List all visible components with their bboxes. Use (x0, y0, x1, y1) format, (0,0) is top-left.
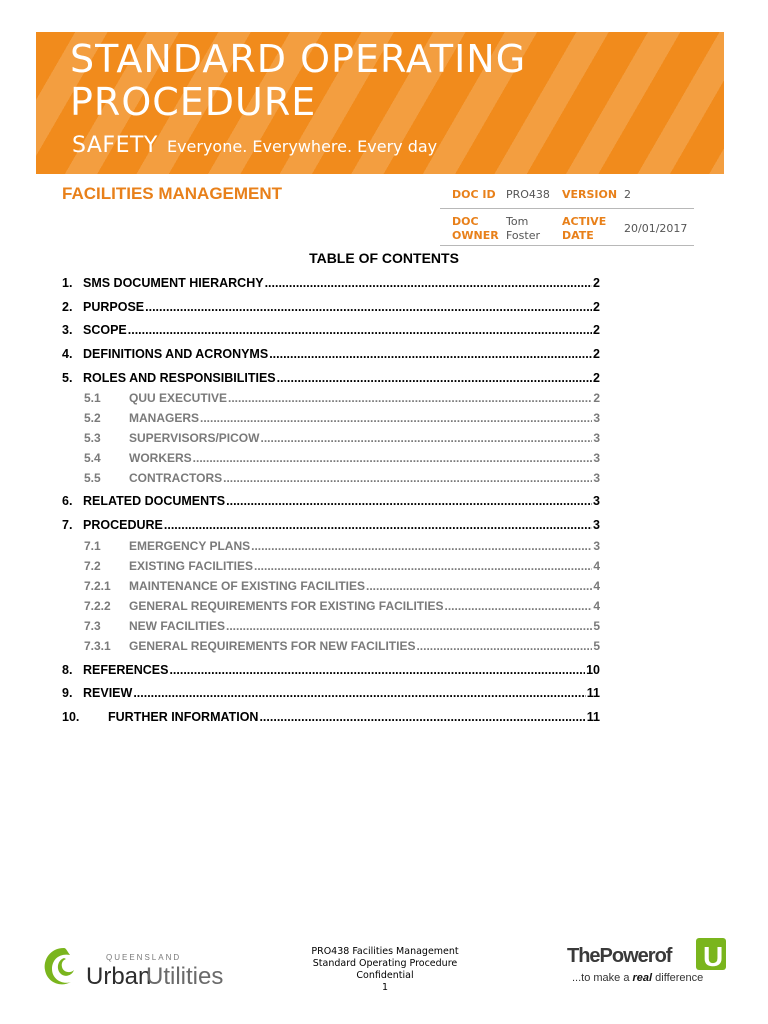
document-title: FACILITIES MANAGEMENT (62, 184, 283, 203)
toc-leader-dots (133, 685, 585, 701)
toc-entry-label: DEFINITIONS AND ACRONYMS (83, 347, 269, 361)
toc-leader-dots (277, 370, 592, 386)
title-line-1: STANDARD OPERATING (70, 37, 527, 81)
toc-subentry[interactable] (84, 410, 600, 426)
toc-entry-page: 3 (593, 518, 600, 532)
toc-entry-label: SUPERVISORS/PICOW (129, 431, 260, 445)
toc-leader-dots (145, 299, 592, 315)
toc-entry-page: 3 (593, 431, 600, 445)
toc-entry-page: 5 (593, 639, 600, 653)
toc-entry-number: 5.2 (84, 411, 101, 425)
toc-entry-page: 3 (593, 411, 600, 425)
toc-entry-number: 7.2 (84, 559, 101, 573)
toc-entry-page: 2 (593, 391, 600, 405)
toc-leader-dots (251, 538, 592, 554)
toc-entry-label: SMS DOCUMENT HIERARCHY (83, 276, 264, 290)
meta-row-owner-date (440, 209, 694, 246)
toc-entry-label: PURPOSE (83, 300, 145, 314)
toc-entry[interactable] (62, 685, 600, 701)
active-date-label-2: DATE (562, 229, 594, 242)
power-of-u-letter: U (703, 941, 724, 972)
toc-leader-dots (269, 346, 592, 362)
toc-entry[interactable] (62, 662, 600, 678)
toc-entry[interactable] (62, 709, 600, 725)
toc-leader-dots (444, 598, 592, 614)
toc-entry-number: 7.3 (84, 619, 101, 633)
toc-entry-label: REFERENCES (83, 663, 169, 677)
toc-entry[interactable] (62, 322, 600, 338)
toc-entry[interactable] (62, 346, 600, 362)
toc-leader-dots (193, 450, 593, 466)
toc-leader-dots (416, 638, 592, 654)
toc-subentry[interactable] (84, 430, 600, 446)
power-of-u-wordmark-icon (566, 936, 730, 972)
version-label: VERSION (562, 188, 618, 201)
toc-leader-dots (128, 322, 592, 338)
toc-entry-number: 7.3.1 (84, 639, 111, 653)
tagline-emphasis: real (632, 972, 653, 984)
toc-entry-label: MANAGERS (129, 411, 200, 425)
toc-entry-label: GENERAL REQUIREMENTS FOR NEW FACILITIES (129, 639, 416, 653)
doc-id-value: PRO438 (506, 188, 550, 201)
toc-leader-dots (366, 578, 592, 594)
toc-subentry[interactable] (84, 638, 600, 654)
toc-entry-label: MAINTENANCE OF EXISTING FACILITIES (129, 579, 366, 593)
toc-subentry[interactable] (84, 598, 600, 614)
toc-entry-number: 10. (62, 710, 80, 724)
toc-leader-dots (265, 275, 592, 291)
toc-subentry[interactable] (84, 450, 600, 466)
toc-entry-label: PROCEDURE (83, 518, 163, 532)
toc-entry-page: 3 (593, 539, 600, 553)
logo-urban-text: Urban (86, 963, 152, 990)
toc-entry-page: 2 (593, 323, 600, 337)
toc-entry-label: WORKERS (129, 451, 192, 465)
toc-entry-page: 11 (586, 686, 600, 700)
meta-row-id-version (440, 182, 694, 209)
toc-entry-label: EMERGENCY PLANS (129, 539, 251, 553)
tagline-pre: ...to make a (572, 972, 633, 984)
toc-entry-number: 5.3 (84, 431, 101, 445)
toc-entry-number: 7.2.2 (84, 599, 111, 613)
toc-subentry[interactable] (84, 578, 600, 594)
toc-entry-number: 4. (62, 347, 73, 361)
toc-leader-dots (164, 517, 592, 533)
toc-leader-dots (169, 662, 585, 678)
power-of-text: ThePowerof (567, 945, 672, 967)
header-banner (36, 32, 724, 174)
toc-subentry[interactable] (84, 470, 600, 486)
document-type-title (70, 38, 710, 124)
toc-entry-number: 2. (62, 300, 73, 314)
toc-entry-number: 7. (62, 518, 73, 532)
toc-entry[interactable] (62, 517, 600, 533)
logo-utilities-text: Utilities (146, 963, 224, 990)
toc-entry-number: 7.1 (84, 539, 101, 553)
doc-owner-label-2: OWNER (452, 229, 499, 242)
toc-leader-dots (228, 390, 592, 406)
toc-subentry[interactable] (84, 558, 600, 574)
footer-line-1: PRO438 Facilities Management (311, 946, 459, 957)
toc-subentry[interactable] (84, 618, 600, 634)
toc-leader-dots (226, 618, 592, 634)
toc-entry-label: SCOPE (83, 323, 127, 337)
toc-entry-number: 5. (62, 371, 73, 385)
toc-entry-label: GENERAL REQUIREMENTS FOR EXISTING FACILITIES (129, 599, 444, 613)
toc-leader-dots (259, 709, 585, 725)
toc-entry-number: 5.1 (84, 391, 101, 405)
toc-subentry[interactable] (84, 538, 600, 554)
toc-entry-number: 5.5 (84, 471, 101, 485)
toc-entry[interactable] (62, 299, 600, 315)
tagline-slogan: Everyone. Everywhere. Every day (166, 137, 438, 156)
doc-id-label: DOC ID (452, 188, 496, 201)
toc-entry[interactable] (62, 370, 600, 386)
urban-utilities-swirl-icon (40, 942, 240, 992)
toc-entry-page: 3 (593, 471, 600, 485)
toc-entry-label: QUU EXECUTIVE (129, 391, 228, 405)
toc-subentry[interactable] (84, 390, 600, 406)
version-value: 2 (624, 188, 631, 201)
toc-entry-page: 2 (593, 347, 600, 361)
toc-leader-dots (260, 430, 592, 446)
doc-owner-value-2: Foster (506, 229, 540, 242)
toc-entry-page: 4 (593, 599, 600, 613)
toc-entry-page: 11 (586, 710, 600, 724)
toc-entry-number: 9. (62, 686, 73, 700)
toc-entry[interactable] (62, 493, 600, 509)
tagline-post: difference (652, 972, 704, 984)
power-of-u-logo (566, 936, 730, 992)
toc-leader-dots (254, 558, 592, 574)
document-meta-table (440, 182, 694, 246)
toc-entry[interactable] (62, 275, 600, 291)
toc-entry-page: 2 (593, 300, 600, 314)
toc-entry-page: 10 (586, 663, 600, 677)
footer-document-info (300, 946, 470, 994)
footer-page-number: 1 (381, 982, 389, 993)
toc-entry-label: NEW FACILITIES (129, 619, 225, 633)
toc-entry-page: 4 (593, 559, 600, 573)
urban-utilities-logo (40, 942, 240, 992)
toc-entry-label: RELATED DOCUMENTS (83, 494, 226, 508)
toc-entry-number: 5.4 (84, 451, 101, 465)
toc-entry-number: 1. (62, 276, 73, 290)
toc-heading: TABLE OF CONTENTS (309, 250, 459, 266)
toc-entry-number: 3. (62, 323, 73, 337)
toc-entry-page: 3 (593, 494, 600, 508)
toc-entry-label: CONTRACTORS (129, 471, 223, 485)
title-line-2: PROCEDURE (70, 80, 317, 124)
toc-leader-dots (200, 410, 592, 426)
toc-entry-page: 3 (593, 451, 600, 465)
toc-entry-number: 7.2.1 (84, 579, 111, 593)
active-date-value: 20/01/2017 (624, 222, 688, 235)
toc-entry-number: 6. (62, 494, 73, 508)
doc-owner-label-1: DOC (452, 215, 479, 228)
active-date-label-1: ACTIVE (562, 215, 607, 228)
doc-owner-value-1: Tom (506, 215, 529, 228)
footer-line-3: Confidential (356, 970, 414, 981)
logo-queensland-text: QUEENSLAND (106, 953, 182, 962)
toc-entry-page: 2 (593, 371, 600, 385)
footer-line-2: Standard Operating Procedure (312, 958, 458, 969)
toc-entry-label: EXISTING FACILITIES (129, 559, 254, 573)
toc-entry-page: 5 (593, 619, 600, 633)
toc-leader-dots (223, 470, 592, 486)
toc-leader-dots (226, 493, 592, 509)
toc-entry-page: 4 (593, 579, 600, 593)
tagline-safety: SAFETY (72, 133, 158, 158)
toc-entry-label: FURTHER INFORMATION (108, 710, 259, 724)
toc-entry-page: 2 (593, 276, 600, 290)
toc-entry-label: ROLES AND RESPONSIBILITIES (83, 371, 276, 385)
safety-tagline (72, 133, 437, 158)
toc-entry-number: 8. (62, 663, 73, 677)
power-of-u-tagline (572, 972, 703, 984)
toc-entry-label: REVIEW (83, 686, 133, 700)
